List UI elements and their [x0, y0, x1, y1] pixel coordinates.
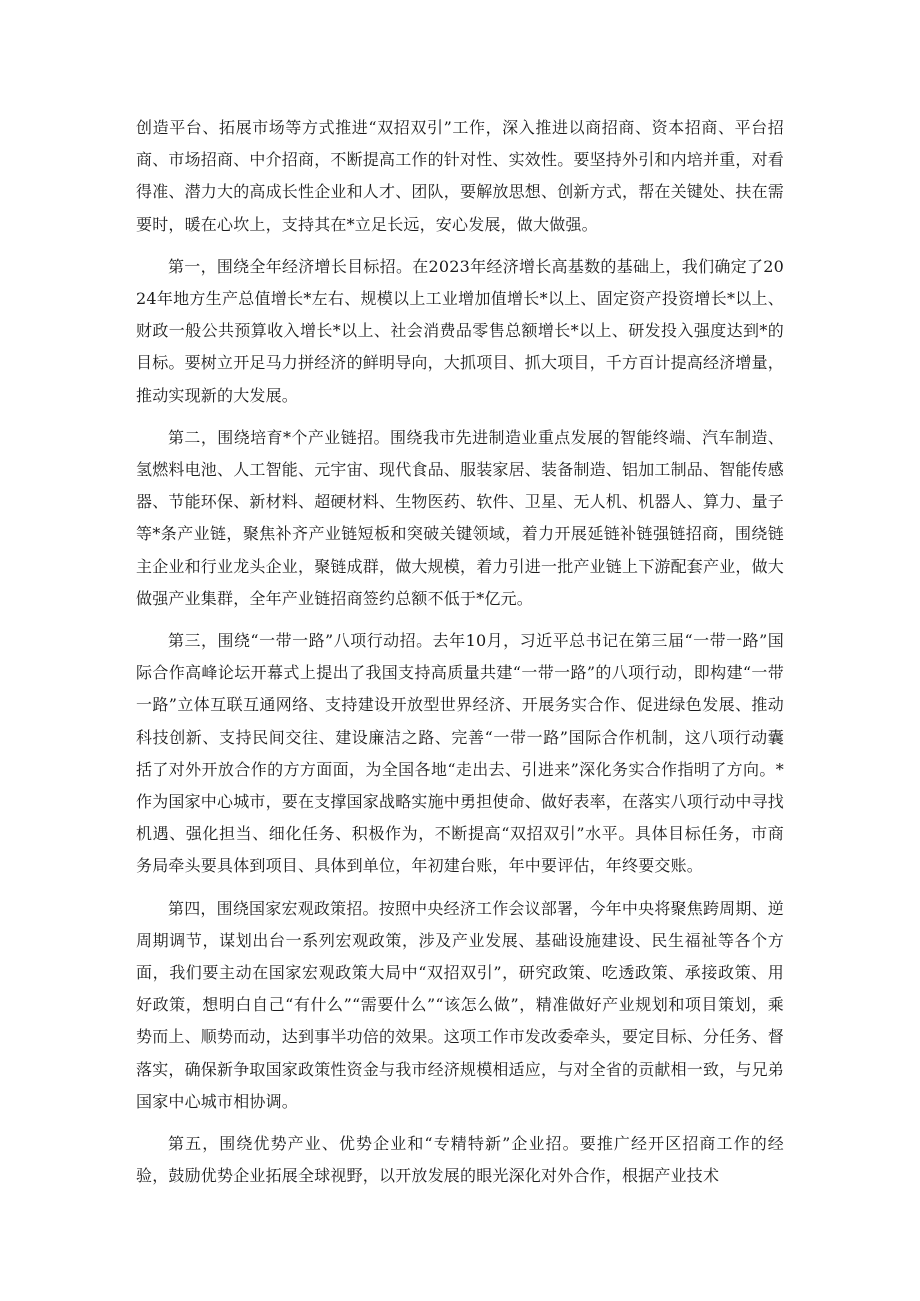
paragraph-first-economic-growth: 第一，围绕全年经济增长目标招。在2023年经济增长高基数的基础上，我们确定了2024年地方生产总值增长*左右、规模以上工业增加值增长*以上、固定资产投资增长*以上、财政一般公共预算收入增长*以上、社会消费品零售总额增长*以上、研发投入强度达到*的目标。要树立开足马力拼经济的鲜明导向，大抓项目、抓大项目，千方百计提高经济增量，推动实现新的大发展。: [136, 256, 785, 405]
paragraph-fourth-macro-policy: 第四，围绕国家宏观政策招。按照中央经济工作会议部署，今年中央将聚焦跨周期、逆周期调节，谋划出台一系列宏观政策，涉及产业发展、基础设施建设、民生福祉等各个方面，我们要主动在国家宏观政策大局中“双招双引”，研究政策、吃透政策、承接政策、用好政策，想明白自己“有什么”“需要什么”“该怎么做”，精准做好产业规划和项目策划，乘势而上、顺势而动，达到事半功倍的效果。这项工作市发改委牵头，要定目标、分任务、督落实，确保新争取国家政策性资金与我市经济规模相适应，与对全省的贡献相一致，与兄弟国家中心城市相协调。: [136, 898, 785, 1111]
paragraph-continuation: 创造平台、拓展市场等方式推进“双招双引”工作，深入推进以商招商、资本招商、平台招商、市场招商、中介招商，不断提高工作的针对性、实效性。要坚持外引和内培并重，对看得准、潜力大的高成长性企业和人才、团队，要解放思想、创新方式，帮在关键处、扶在需要时，暖在心坎上，支持其在*立足长远，安心发展，做大做强。: [136, 118, 785, 234]
paragraph-fifth-advantage-industry: 第五，围绕优势产业、优势企业和“专精特新”企业招。要推广经开区招商工作的经验，鼓励优势企业拓展全球视野，以开放发展的眼光深化对外合作，根据产业技术: [136, 1134, 784, 1186]
paragraph-second-industry-chain: 第二，围绕培育*个产业链招。围绕我市先进制造业重点发展的智能终端、汽车制造、氢燃料电池、人工智能、元宇宙、现代食品、服装家居、装备制造、铝加工制品、智能传感器、节能环保、新材料、超硬材料、生物医药、软件、卫星、无人机、机器人、算力、量子等*条产业链，聚焦补齐产业链短板和突破关键领域，着力开展延链补链强链招商，围绕链主企业和行业龙头企业，聚链成群，做大规模，着力引进一批产业链上下游配套产业，做大做强产业集群，全年产业链招商签约总额不低于*亿元。: [136, 427, 785, 608]
paragraph-third-belt-and-road: 第三，围绕“一带一路”八项行动招。去年10月，习近平总书记在第三届“一带一路”国际合作高峰论坛开幕式上提出了我国支持高质量共建“一带一路”的八项行动，即构建“一带一路”立体互联互通网络、支持建设开放型世界经济、开展务实合作、促进绿色发展、推动科技创新、支持民间交往、建设廉洁之路、完善“一带一路”国际合作机制，这八项行动囊括了对外开放合作的方方面面，为全国各地“走出去、引进来”深化务实合作指明了方向。*作为国家中心城市，要在支撑国家战略实施中勇担使命、做好表率，在落实八项行动中寻找机遇、强化担当、细化任务、积极作为，不断提高“双招双引”水平。具体目标任务，市商务局牵头要具体到项目、具体到单位，年初建台账，年中要评估，年终要交账。: [136, 631, 785, 876]
